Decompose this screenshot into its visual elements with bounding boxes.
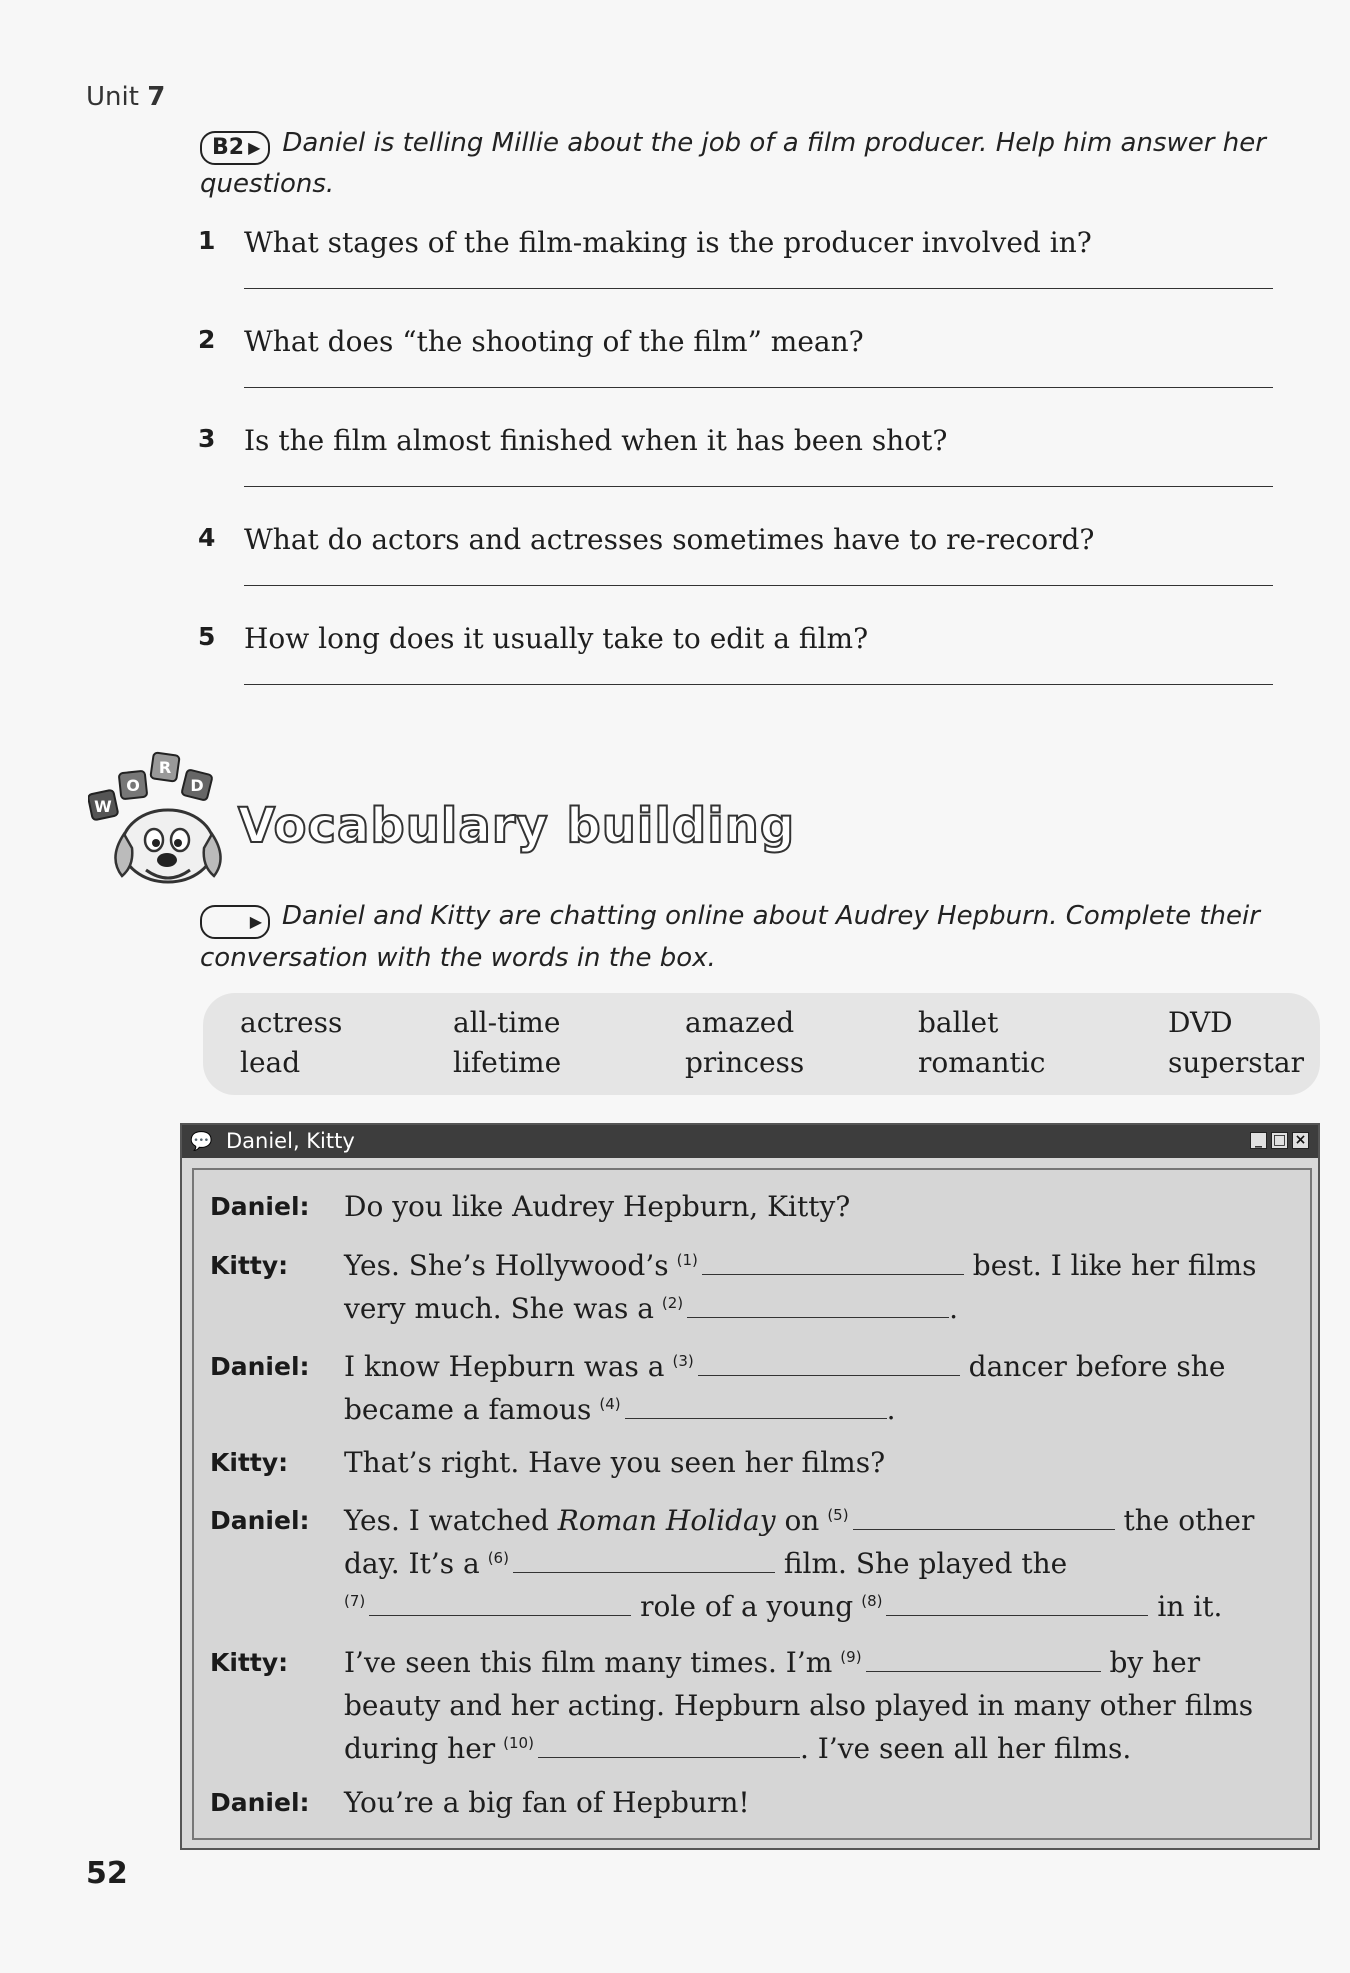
window-title: Daniel, Kitty — [226, 1129, 355, 1153]
word-option: lead — [240, 1046, 301, 1079]
unit-number: 7 — [147, 82, 166, 112]
blank-8[interactable] — [886, 1593, 1148, 1616]
word-mascot-logo — [88, 748, 238, 888]
word-option: superstar — [1168, 1046, 1304, 1079]
word-option: amazed — [685, 1006, 795, 1039]
chat-line: $^{(7)}$ role of a young $^{(8)}$ in it. — [344, 1590, 1223, 1623]
blank-number: (3) — [672, 1352, 694, 1370]
answer-line[interactable] — [244, 288, 1273, 289]
blank-6[interactable] — [513, 1550, 775, 1573]
chat-line: Do you like Audrey Hepburn, Kitty? — [344, 1190, 851, 1223]
question-number: 1 — [198, 226, 216, 255]
question-text: What does “the shooting of the film” mean? — [244, 325, 864, 358]
question-number: 3 — [198, 424, 216, 453]
blank-5[interactable] — [853, 1507, 1115, 1530]
blank-7[interactable] — [369, 1593, 631, 1616]
question-number: 5 — [198, 622, 216, 651]
minimize-button[interactable]: _ — [1250, 1132, 1267, 1149]
word-option: romantic — [918, 1046, 1046, 1079]
blank-number: (6) — [487, 1549, 509, 1567]
section-title: Vocabulary building — [238, 798, 796, 854]
answer-line[interactable] — [244, 387, 1273, 388]
b2-badge: B2 ▶ — [200, 131, 270, 165]
speaker-label: Kitty: — [210, 1648, 289, 1677]
exercise-b2-instruction — [200, 124, 1280, 204]
answer-line[interactable] — [244, 684, 1273, 685]
b2-instruction-text: Daniel is telling Millie about the job of a film producer. Help him answer her questions. — [200, 128, 1266, 199]
blank-2[interactable] — [687, 1295, 949, 1318]
close-button[interactable]: × — [1292, 1132, 1309, 1149]
word-option: DVD — [1168, 1006, 1233, 1039]
chat-line: Yes. I watched Roman Holiday on $^{(5)}$ the other — [344, 1504, 1255, 1537]
question-text: What stages of the film-making is the producer involved in? — [244, 226, 1092, 259]
blank-9[interactable] — [866, 1649, 1101, 1672]
unit-label: Unit — [86, 82, 139, 112]
speaker-label: Daniel: — [210, 1352, 310, 1381]
vocab-instruction — [200, 897, 1280, 978]
question-text: How long does it usually take to edit a film? — [244, 622, 869, 655]
speaker-label: Daniel: — [210, 1788, 310, 1817]
logo-letter: D — [190, 776, 204, 795]
blank-number: (9) — [840, 1648, 862, 1666]
speaker-label: Kitty: — [210, 1448, 289, 1477]
chat-line: I know Hepburn was a $^{(3)}$ dancer before she — [344, 1350, 1226, 1383]
chat-line: very much. She was a $^{(2)}$ . — [344, 1292, 959, 1325]
blank-number: (2) — [661, 1294, 684, 1312]
answer-line[interactable] — [244, 585, 1273, 586]
play-icon: ▶ — [249, 912, 262, 931]
film-title: Roman Holiday — [557, 1504, 776, 1537]
word-option: princess — [685, 1046, 805, 1079]
speaker-label: Daniel: — [210, 1192, 310, 1221]
chat-line: beauty and her acting. Hepburn also played in many other films — [344, 1689, 1254, 1722]
word-option: ballet — [918, 1006, 999, 1039]
blank-3[interactable] — [698, 1353, 960, 1376]
page-number: 52 — [86, 1856, 128, 1891]
exercise-badge — [200, 905, 270, 939]
word-option: lifetime — [453, 1046, 562, 1079]
unit-header — [86, 82, 165, 112]
chat-line: I’ve seen this film many times. I’m $^{(9)}$ by her — [344, 1646, 1201, 1679]
answer-line[interactable] — [244, 486, 1273, 487]
question-number: 4 — [198, 523, 216, 552]
question-text: Is the film almost finished when it has been shot? — [244, 424, 948, 457]
blank-number: (8) — [861, 1592, 883, 1610]
chat-line: That’s right. Have you seen her films? — [344, 1446, 886, 1479]
blank-4[interactable] — [625, 1396, 887, 1419]
blank-number: (5) — [827, 1506, 849, 1524]
blank-number: (1) — [676, 1251, 698, 1269]
speaker-label: Kitty: — [210, 1251, 289, 1280]
window-titlebar — [182, 1125, 1318, 1158]
word-option: actress — [240, 1006, 343, 1039]
logo-letter: W — [94, 797, 112, 816]
chat-line: day. It’s a $^{(6)}$ film. She played the — [344, 1547, 1068, 1580]
blank-number: (4) — [599, 1395, 621, 1413]
logo-letter: O — [126, 776, 140, 795]
question-text: What do actors and actresses sometimes have to re-record? — [244, 523, 1095, 556]
chat-line: Yes. She’s Hollywood’s $^{(1)}$ best. I like her films — [344, 1249, 1257, 1282]
question-number: 2 — [198, 325, 216, 354]
vocab-instruction-text: Daniel and Kitty are chatting online about Audrey Hepburn. Complete their conversation with the words in the box. — [200, 901, 1260, 973]
chat-line: You’re a big fan of Hepburn! — [344, 1786, 750, 1819]
blank-1[interactable] — [702, 1252, 964, 1275]
chat-line: became a famous $^{(4)}$ . — [344, 1393, 896, 1426]
chat-bubble-icon: 💬 — [190, 1131, 213, 1152]
blank-number: (10) — [503, 1734, 534, 1752]
play-icon: ▶ — [248, 138, 261, 157]
word-option: all-time — [453, 1006, 561, 1039]
speaker-label: Daniel: — [210, 1506, 310, 1535]
maximize-button[interactable]: □ — [1272, 1132, 1287, 1148]
logo-letter: R — [158, 758, 172, 777]
blank-number: (7) — [344, 1592, 366, 1610]
chat-line: during her $^{(10)}$ . I’ve seen all her films. — [344, 1732, 1132, 1765]
blank-10[interactable] — [538, 1735, 800, 1758]
